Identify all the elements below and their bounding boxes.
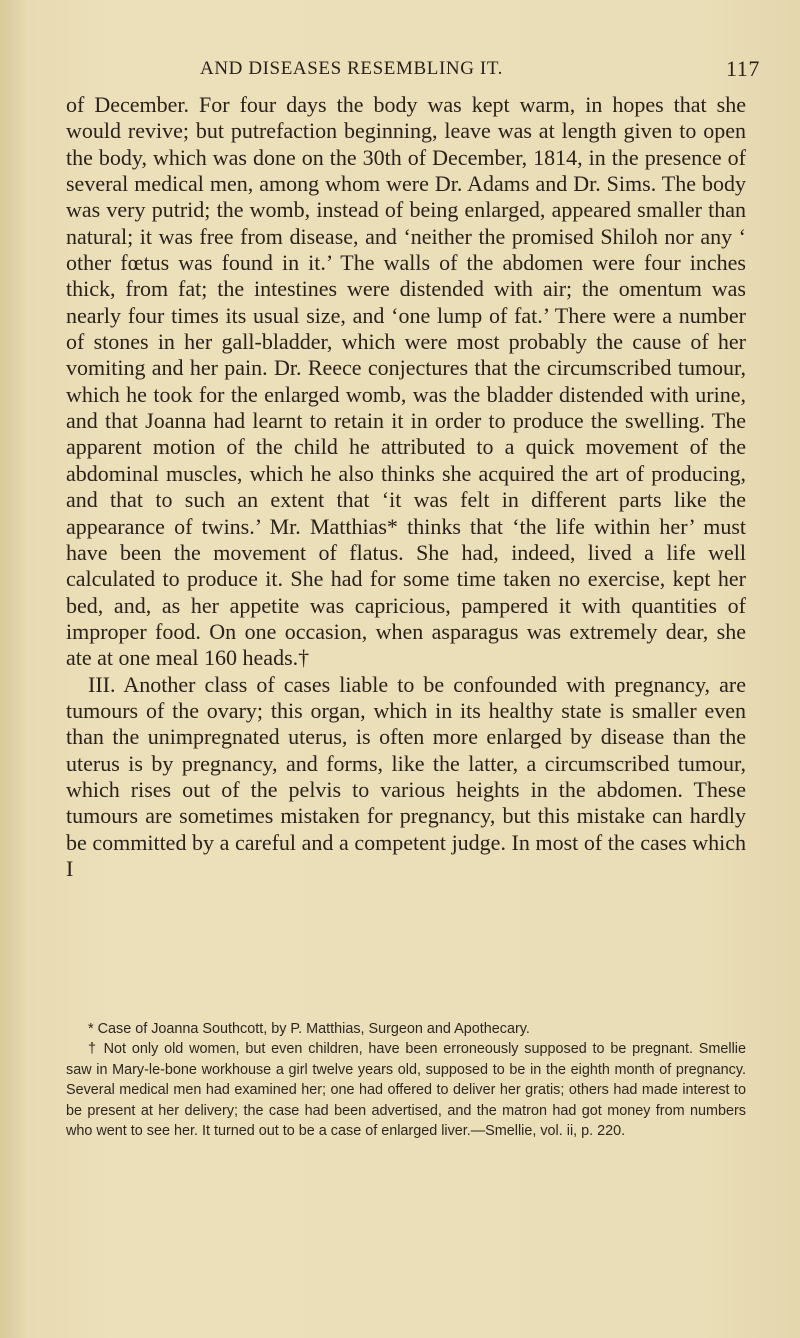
- paragraph: of December. For four days the body was kept warm, in hopes that she would revive; but putrefaction beginning, leave was at length given to open the body, which was done on the 30th of December, 1814, in the presence of several medical men, among whom were Dr. Adams and Dr. Sims. The body was very putrid; the womb, instead of being enlarged, appeared smaller than natural; it was free from disease, and ‘neither the promised Shiloh nor any ‘ other fœtus was found in it.’ The walls of the abdomen were four inches thick, from fat; the intestines were distended with air; the omentum was nearly four times its usual size, and ‘one lump of fat.’ There were a number of stones in her gall-bladder, which were most probably the cause of her vomiting and her pain. Dr. Reece conjectures that the circumscribed tumour, which he took for the enlarged womb, was the bladder distended with urine, and that Joanna had learnt to retain it in order to produce the swelling. The apparent motion of the child he attributed to a quick movement of the abdominal muscles, which he also thinks she acquired the art of producing, and that to such an extent that ‘it was felt in different parts like the appearance of twins.’ Mr. Matthias* thinks that ‘the life within her’ must have been the movement of flatus. She had, indeed, lived a life well calculated to produce it. She had for some time taken no exercise, kept her bed, and, as her appetite was capricious, pampered it with quantities of improper food. On one occasion, when asparagus was extremely dear, she ate at one meal 160 heads.†: [66, 92, 746, 671]
- running-title: AND DISEASES RESEMBLING IT.: [200, 58, 503, 79]
- paragraph: III. Another class of cases liable to be confounded with pregnancy, are tumours of the ovary; this organ, which in its healthy state is smaller even than the unimpregnated uterus, is often more enlarged by disease than the uterus is by pregnancy, and forms, like the latter, a circumscribed tumour, which rises out of the pelvis to various heights in the abdomen. These tumours are sometimes mistaken for pregnancy, but this mistake can hardly be committed by a careful and a competent judge. In most of the cases which I: [66, 671, 746, 881]
- footnote: * Case of Joanna Southcott, by P. Matthias, Surgeon and Apothecary.: [88, 1021, 530, 1037]
- body-text: [66, 92, 746, 882]
- page-number: 117: [726, 56, 760, 81]
- footnote: † Not only old women, but even children, have been erroneously supposed to be pregnant. Smellie saw in Mary-le-bone workhouse a girl twelve years old, supposed to be in the eighth month of pregnancy. Several medical men had examined her; one had offered to deliver her gratis; others had made interest to be present at her delivery; the case had been advertised, and the matron had got money from numbers who went to see her. It turned out to be a case of enlarged liver.—Smellie, vol. ii, p. 220.: [66, 1041, 746, 1140]
- footnotes: [66, 1019, 746, 1141]
